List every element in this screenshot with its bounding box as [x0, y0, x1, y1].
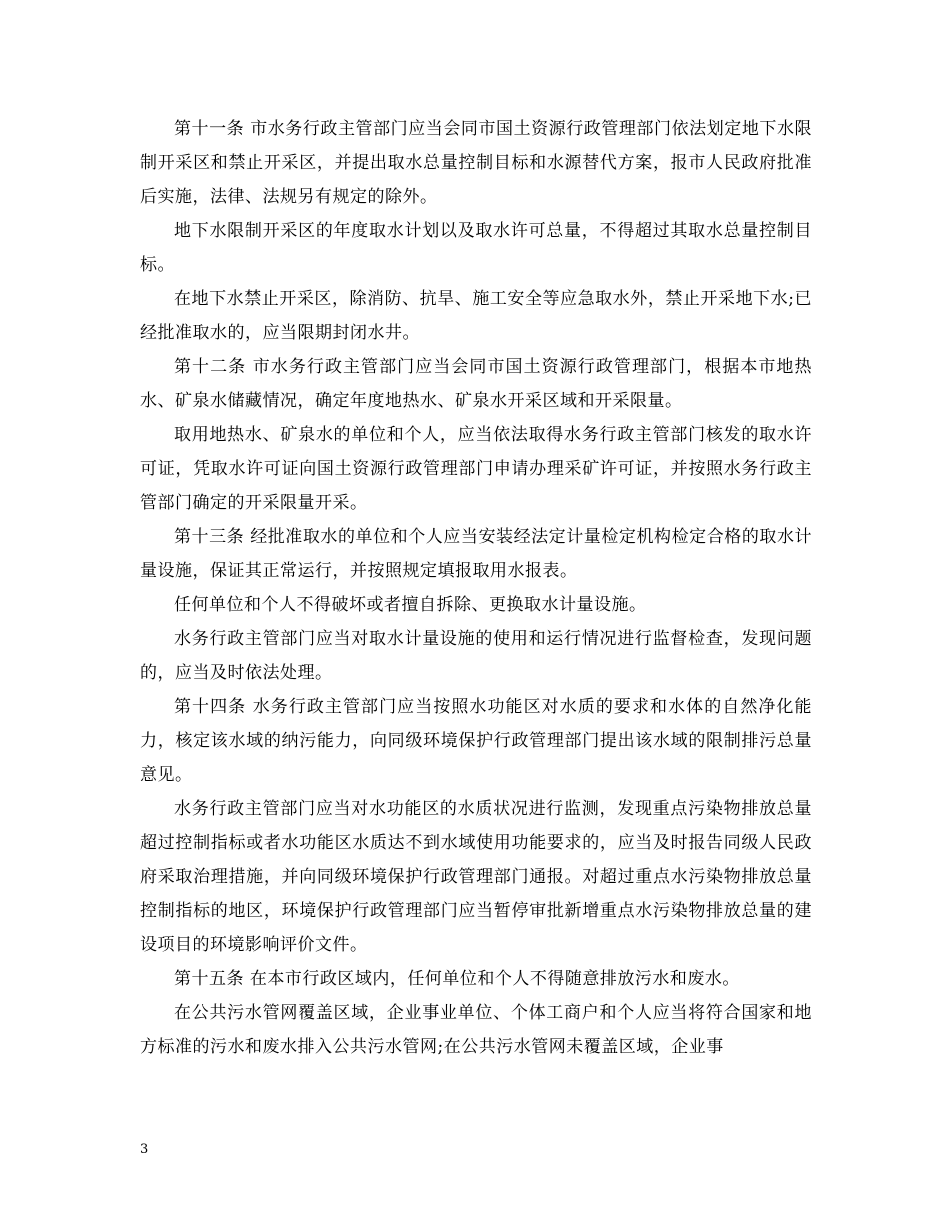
paragraph-article-13: 第十三条 经批准取水的单位和个人应当安装经法定计量检定机构检定合格的取水计量设施，保证其正常运行，并按照规定填报取用水报表。 [140, 527, 812, 581]
paragraph-meter-inspection: 水务行政主管部门应当对取水计量设施的使用和运行情况进行监督检查，发现问题的，应当及时依法处理。 [140, 629, 812, 683]
paragraph-geothermal-permit: 取用地热水、矿泉水的单位和个人，应当依法取得水务行政主管部门核发的取水许可证，凭取水许可证向国土资源行政管理部门申请办理采矿许可证，并按照水务行政主管部门确定的开采限量开采。 [140, 425, 812, 513]
paragraph-water-quality-monitoring: 水务行政主管部门应当对水功能区的水质状况进行监测，发现重点污染物排放总量超过控制指标或者水功能区水质达不到水域使用功能要求的，应当及时报告同级人民政府采取治理措施，并向同级环境保护行政管理部门通报。对超过重点水污染物排放总量控制指标的地区，环境保护行政管理部门应当暂停审批新增重点水污染物排放总量的建设项目的环境影响评价文件。 [140, 799, 812, 955]
paragraph-article-15: 第十五条 在本市行政区域内，任何单位和个人不得随意排放污水和废水。 [174, 969, 740, 989]
paragraph-restricted-zone-plan: 地下水限制开采区的年度取水计划以及取水许可总量，不得超过其取水总量控制目标。 [140, 221, 812, 275]
paragraph-article-12: 第十二条 市水务行政主管部门应当会同市国土资源行政管理部门，根据本市地热水、矿泉水储藏情况，确定年度地热水、矿泉水开采区域和开采限量。 [140, 357, 812, 411]
paragraph-meter-protection: 任何单位和个人不得破坏或者擅自拆除、更换取水计量设施。 [174, 595, 647, 615]
document-body [140, 112, 812, 1064]
page-number: 3 [140, 1142, 149, 1157]
paragraph-prohibited-zone: 在地下水禁止开采区，除消防、抗旱、施工安全等应急取水外，禁止开采地下水;已经批准取水的，应当限期封闭水井。 [140, 289, 812, 343]
paragraph-article-11: 第十一条 市水务行政主管部门应当会同市国土资源行政管理部门依法划定地下水限制开采区和禁止开采区，并提出取水总量控制目标和水源替代方案，报市人民政府批准后实施，法律、法规另有规定的除外。 [140, 119, 812, 207]
paragraph-sewage-network: 在公共污水管网覆盖区域，企业事业单位、个体工商户和个人应当将符合国家和地方标准的污水和废水排入公共污水管网;在公共污水管网未覆盖区域，企业事 [140, 1003, 812, 1057]
paragraph-article-14: 第十四条 水务行政主管部门应当按照水功能区对水质的要求和水体的自然净化能力，核定该水域的纳污能力，向同级环境保护行政管理部门提出该水域的限制排污总量意见。 [140, 697, 812, 785]
